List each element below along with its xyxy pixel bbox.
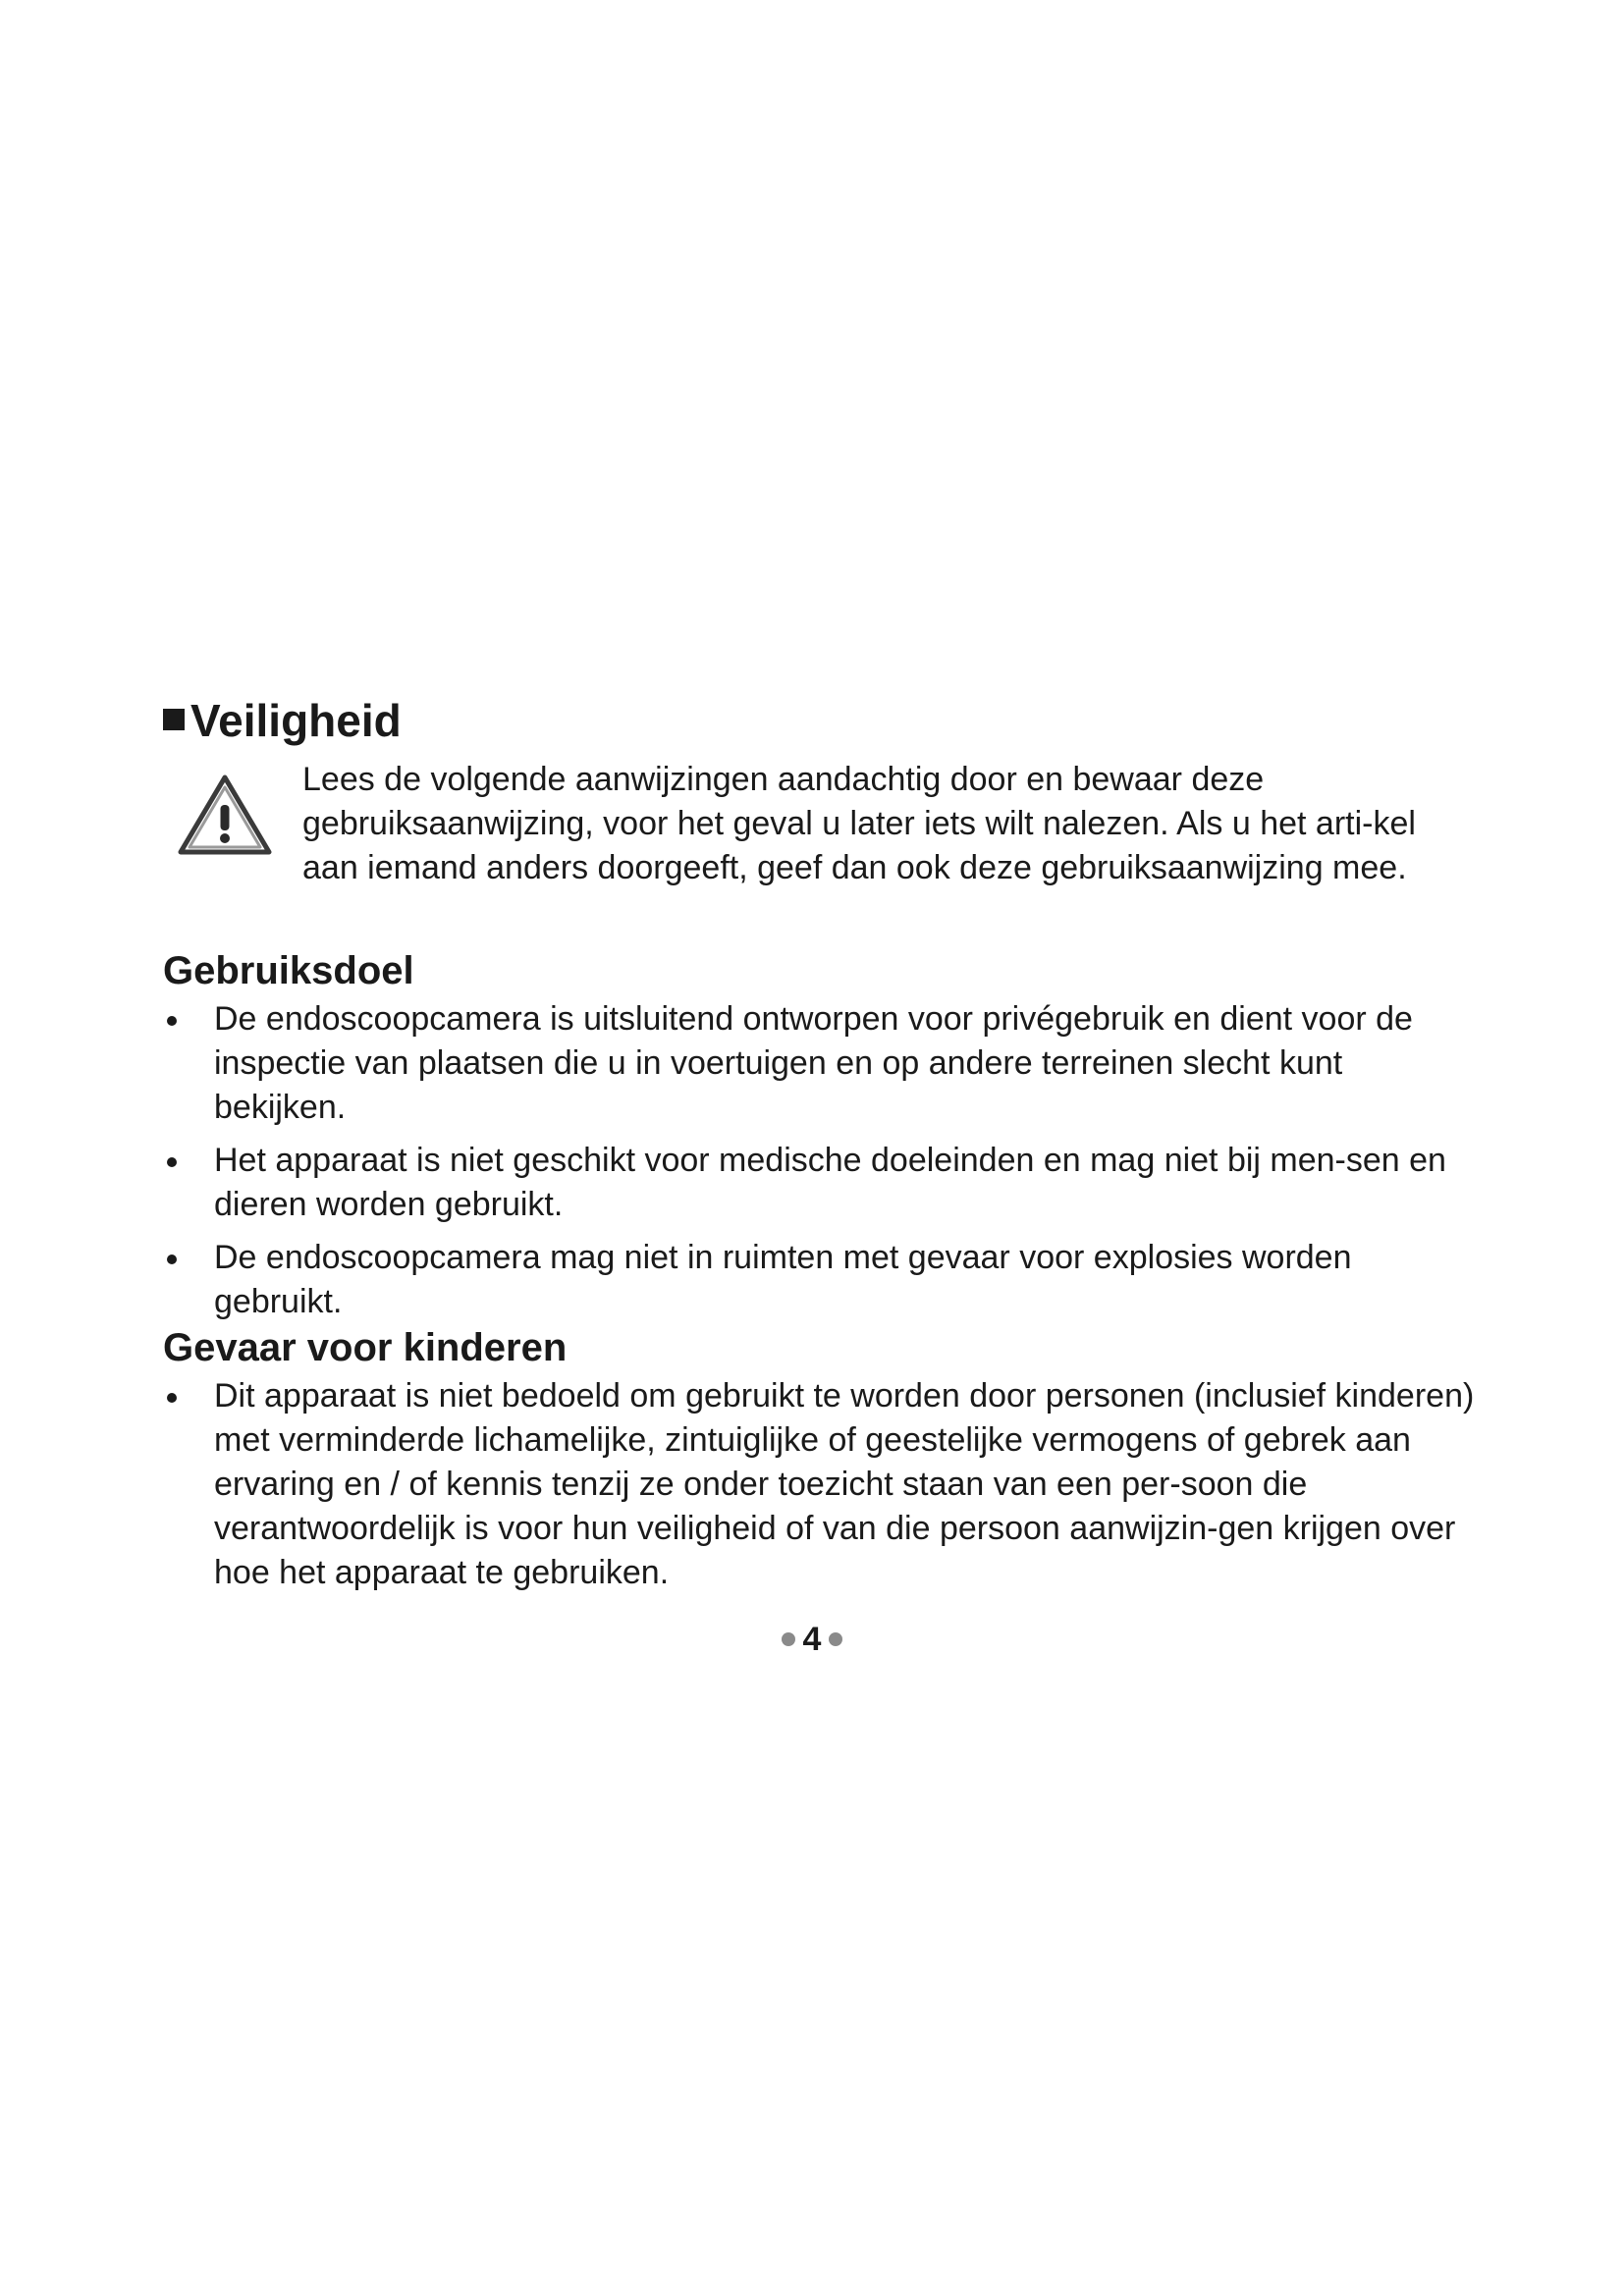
warning-triangle-icon <box>177 774 273 858</box>
list-item-text: Het apparaat is niet geschikt voor medische doeleinden en mag niet bij men-sen en dieren worden gebruikt. <box>214 1142 1446 1223</box>
list-item <box>163 1374 1479 1595</box>
dot-icon <box>829 1632 842 1646</box>
children-list <box>163 1374 1479 1604</box>
bullet-icon <box>167 1157 177 1167</box>
list-item <box>163 1139 1479 1227</box>
list-item-text: De endoscoopcamera is uitsluitend ontworpen voor privégebruik en dient voor de inspectie van plaatsen die u in voertuigen en op andere terreinen slecht kunt bekijken. <box>214 1000 1413 1126</box>
bullet-icon <box>167 1016 177 1026</box>
list-item <box>163 1236 1479 1324</box>
page-number-text: 4 <box>802 1621 822 1658</box>
dot-icon <box>782 1632 795 1646</box>
square-bullet-icon <box>163 709 185 730</box>
children-heading: Gevaar voor kinderen <box>163 1326 568 1369</box>
list-item <box>163 997 1479 1130</box>
bullet-icon <box>167 1393 177 1403</box>
page-number <box>0 1620 1624 1659</box>
intro-paragraph: Lees de volgende aanwijzingen aandachtig door en bewaar deze gebruiksaanwijzing, voor het geval u later iets wilt nalezen. Als u het arti-kel aan iemand anders doorgeeft, geef dan ook deze gebruiksaanwijzing mee. <box>302 761 1416 886</box>
safety-intro <box>177 758 1473 890</box>
bullet-icon <box>167 1255 177 1264</box>
purpose-heading: Gebruiksdoel <box>163 949 414 992</box>
list-item-text: Dit apparaat is niet bedoeld om gebruikt te worden door personen (inclusief kinderen) met verminderde lichamelijke, zintuiglijke of geestelijke vermogens of gebrek aan ervaring en / of kennis tenzij ze onder toezicht staan van een per-soon die verantwoordelijk is voor hun veiligheid of van die persoon aanwijzin-gen krijgen over hoe het apparaat te gebruiken. <box>214 1377 1475 1591</box>
purpose-list <box>163 997 1479 1333</box>
section-title <box>163 693 402 748</box>
list-item-text: De endoscoopcamera mag niet in ruimten met gevaar voor explosies worden gebruikt. <box>214 1239 1352 1320</box>
section-title-text: Veiligheid <box>190 695 402 746</box>
